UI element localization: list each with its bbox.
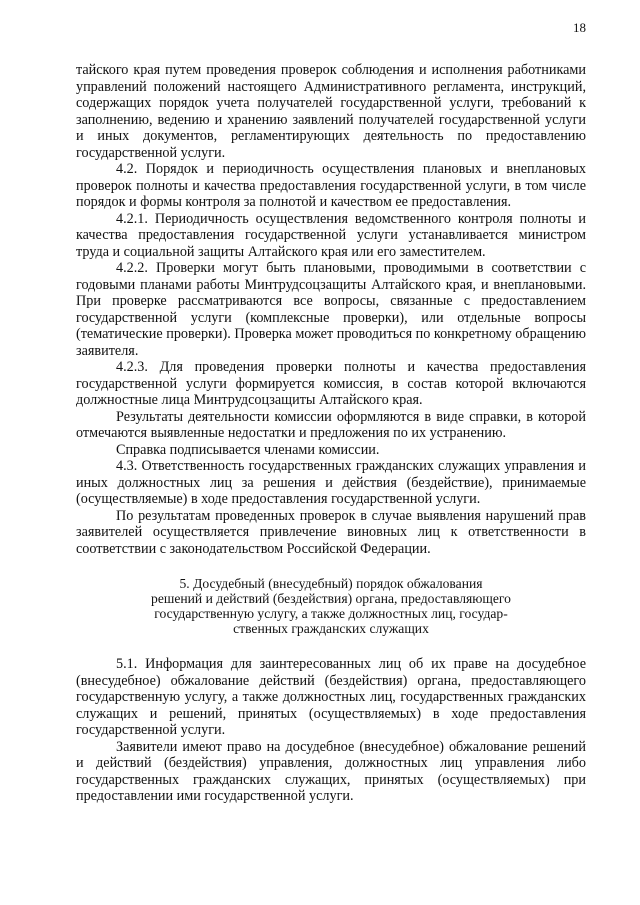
paragraph-4-3: 4.3. Ответственность государственных гражданских служащих управления и иных должностных лиц за решения и действия (бездействие), принимаемые (осуществляемые) в ходе предоставления государственной услуги. (76, 458, 586, 507)
paragraph-appeal-right: Заявители имеют право на досудебное (внесудебное) обжалование решений и действий (бездействия) управления, должностных лиц управления либо государственных гражданских служащих, принятых (осуществляемых) при предоставлении ими государственной услуги. (76, 738, 586, 804)
paragraph-4-2-3: 4.2.3. Для проведения проверки полноты и качества предоставления государственной услуги формируется комиссия, в состав которой включаются должностные лица Минтрудсоцзащиты Алтайского края. (76, 359, 586, 408)
page-number: 18 (573, 20, 586, 35)
paragraph-4-2-1: 4.2.1. Периодичность осуществления ведомственного контроля полноты и качества предоставления государственной услуги устанавливается министром труда и социальной защиты Алтайского края или его заместителем. (76, 210, 586, 260)
section-5-heading (76, 576, 586, 636)
paragraph-5-1: 5.1. Информация для заинтересованных лиц об их праве на досудебное (внесудебное) обжалование действий (бездействия) органа, предоставляющего государственную услугу, а также должностных лиц, государственных гражданских служащих и решений, принятых (осуществляемых) в ходе предоставления государственной услуги. (76, 656, 586, 738)
paragraph-report-signed: Справка подписывается членами комиссии. (116, 441, 380, 458)
section-heading-line: решений и действий (бездействия) органа, предоставляющего (151, 591, 511, 606)
paragraph-commission-results: Результаты деятельности комиссии оформляются в виде справки, в которой отмечаются выявленные недостатки и предложения по их устранению. (76, 408, 586, 441)
section-heading-line: ственных гражданских служащих (233, 621, 429, 636)
paragraph-liability: По результатам проведенных проверок в случае выявления нарушений прав заявителей осуществляется привлечение виновных лиц к ответственности в соответствии с законодательством Российской Федерации. (76, 507, 586, 557)
section-heading-line: 5. Досудебный (внесудебный) порядок обжалования (179, 576, 483, 591)
document-body (76, 62, 586, 805)
paragraph-4-2-2: 4.2.2. Проверки могут быть плановыми, проводимыми в соответствии с годовыми планами работы Минтрудсоцзащиты Алтайского края, и внеплановыми. При проверке рассматриваются все вопросы, связанные с предоставлением государственной услуги (комплексные проверки), или отдельные вопросы (тематические проверки). Проверка может проводиться по конкретному обращению заявителя. (76, 260, 586, 359)
paragraph-continuation: тайского края путем проведения проверок соблюдения и исполнения работниками управлений положений настоящего Административного регламента, инструкций, содержащих порядок учета получателей государственной услуги, требований к заполнению, ведению и хранению заявлений получателей государственной услуги и иных документов, регламентирующих деятельность по предоставлению государственной услуги. (76, 62, 586, 161)
section-heading-line: государственную услугу, а также должностных лиц, государ- (154, 606, 508, 621)
paragraph-4-2: 4.2. Порядок и периодичность осуществления плановых и внеплановых проверок полноты и качества предоставления государственной услуги, в том числе порядок и формы контроля за полнотой и качеством ее предоставления. (76, 161, 586, 210)
